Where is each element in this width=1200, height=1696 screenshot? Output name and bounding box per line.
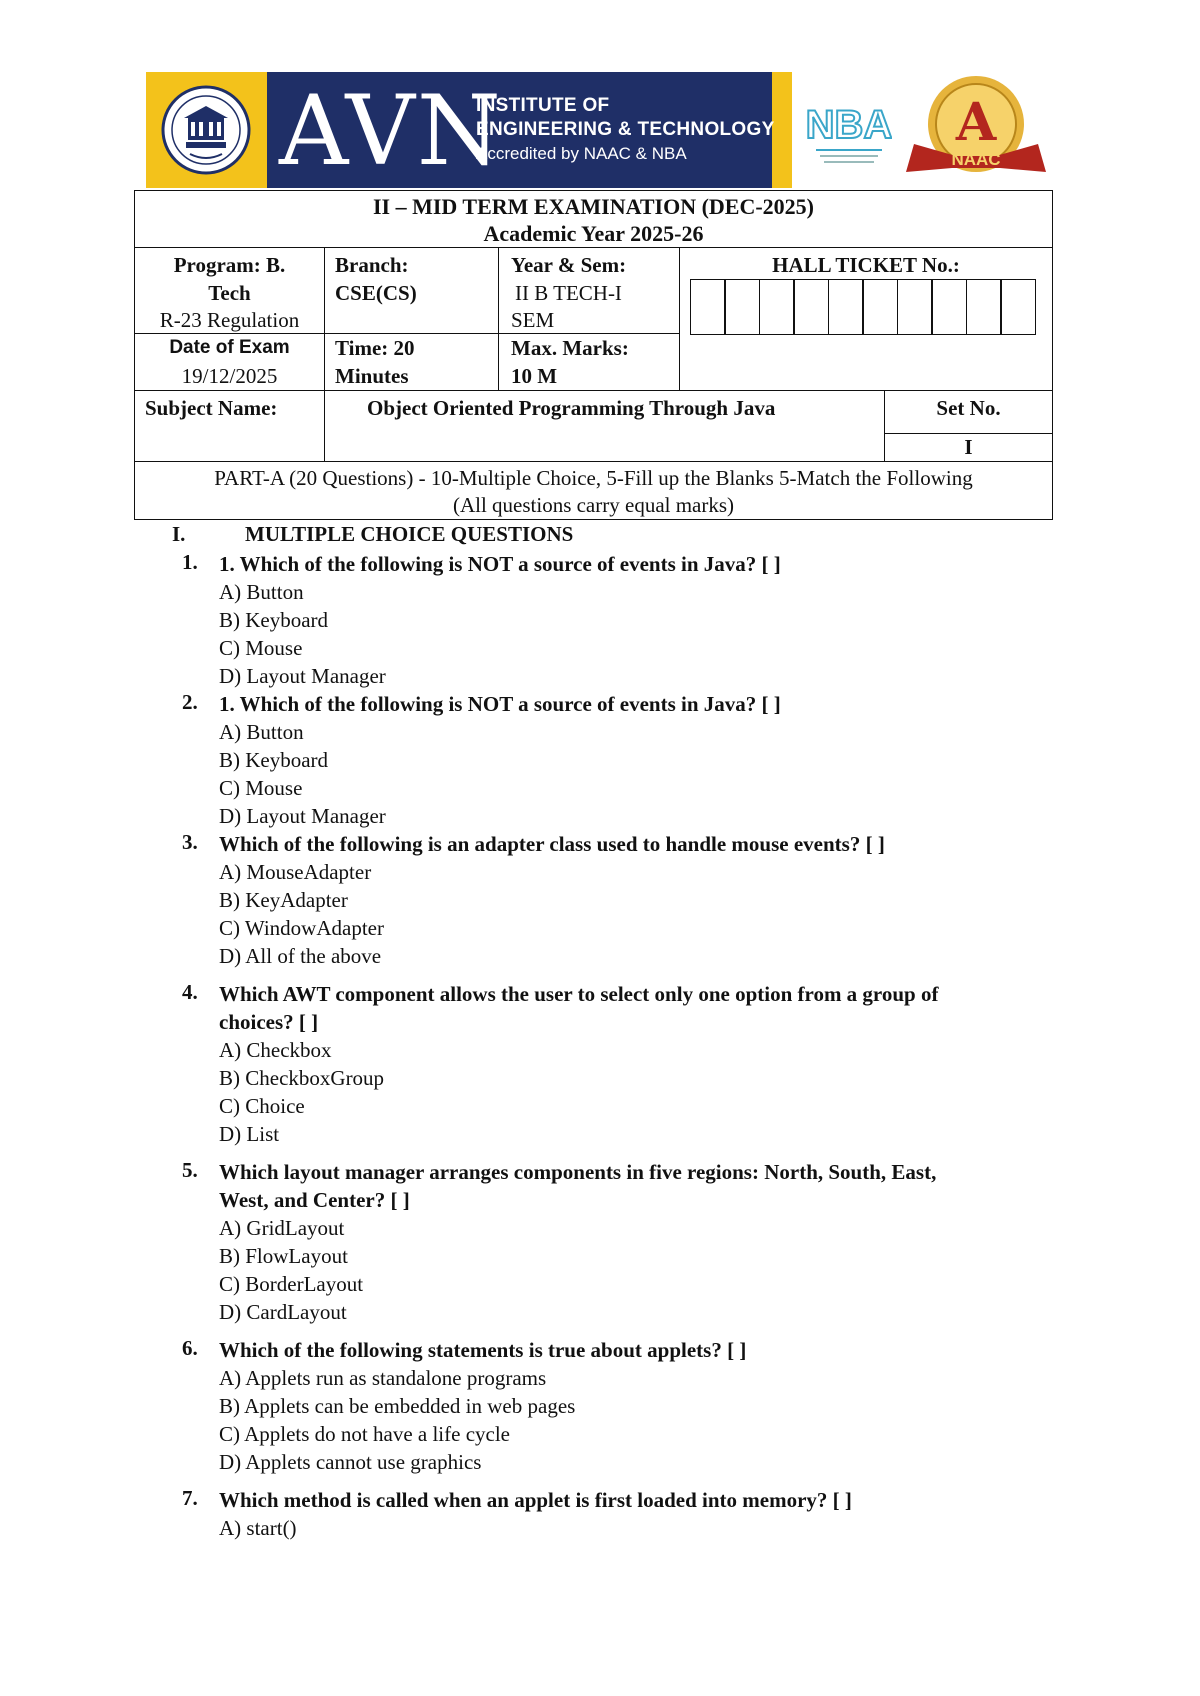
set-label-cell: [884, 390, 1053, 434]
set-label: Set No.: [936, 396, 1001, 420]
hall-ticket-digit-box[interactable]: [1000, 279, 1036, 335]
question-text: Which of the following statements is true about applets? [ ]: [219, 1338, 747, 1362]
exam-title-cell: [134, 190, 1053, 248]
answer-option: A) MouseAdapter: [219, 860, 372, 884]
program-label: Program: B.: [173, 253, 286, 277]
date-cell: [134, 333, 325, 391]
exam-title: II – MID TERM EXAMINATION (DEC-2025): [372, 194, 815, 219]
question-item: [182, 1486, 1082, 1542]
branch-cell: [324, 247, 499, 334]
hall-ticket-digit-box[interactable]: [690, 279, 726, 335]
banner-right-stripe: [772, 72, 792, 188]
question-text: Which method is called when an applet is first loaded into memory? [ ]: [219, 1488, 852, 1512]
branch-label: Branch:: [335, 253, 409, 277]
answer-option: A) Button: [219, 580, 304, 604]
answer-option: B) Keyboard: [219, 748, 329, 772]
institute-crest-icon: [160, 84, 252, 176]
program-label-2: Tech: [208, 281, 251, 305]
answer-option: B) KeyAdapter: [219, 888, 348, 912]
answer-option: C) Mouse: [219, 776, 303, 800]
answer-option: A) GridLayout: [219, 1216, 345, 1240]
answer-option: D) Applets cannot use graphics: [219, 1450, 482, 1474]
answer-option: D) All of the above: [219, 944, 382, 968]
marks-label: Max. Marks:: [511, 336, 629, 360]
date-value: 19/12/2025: [181, 364, 278, 388]
question-text: 1. Which of the following is NOT a source of events in Java? [ ]: [219, 552, 781, 576]
time-label: Time: 20: [335, 336, 415, 360]
year-sem-label: Year & Sem:: [511, 253, 627, 277]
marks-cell: [498, 333, 680, 391]
institute-line-1: INSTITUTE OF: [476, 95, 610, 116]
avn-logo-text: AVN: [279, 75, 503, 187]
hall-ticket-digit-box[interactable]: [931, 279, 967, 335]
answer-option: B) FlowLayout: [219, 1244, 348, 1268]
section-title: MULTIPLE CHOICE QUESTIONS: [245, 522, 574, 546]
hall-ticket-boxes: [691, 279, 1036, 335]
part-info-line-1: PART-A (20 Questions) - 10-Multiple Choice, 5-Fill up the Blanks 5-Match the Following: [214, 466, 973, 490]
answer-option: A) Checkbox: [219, 1038, 332, 1062]
date-label: Date of Exam: [169, 337, 290, 358]
institute-line-2: ENGINEERING & TECHNOLOGY: [476, 119, 775, 140]
time-cell: [324, 333, 499, 391]
question-number: 5.: [182, 1158, 198, 1182]
part-info-cell: [134, 461, 1053, 520]
question-number: 7.: [182, 1486, 198, 1510]
year-sem-value-2: SEM: [511, 308, 555, 332]
institute-name: [476, 94, 775, 166]
answer-option: C) Mouse: [219, 636, 303, 660]
question-text: Which of the following is an adapter class used to handle mouse events? [ ]: [219, 832, 885, 856]
answer-option: C) BorderLayout: [219, 1272, 364, 1296]
question-number: 6.: [182, 1336, 198, 1360]
section-number: I.: [172, 522, 186, 546]
answer-option: B) CheckboxGroup: [219, 1066, 385, 1090]
question-item: [182, 1158, 1082, 1326]
year-sem-cell: [498, 247, 680, 334]
answer-option: A) Applets run as standalone programs: [219, 1366, 547, 1390]
question-text: Which layout manager arranges components in five regions: North, South, East,: [219, 1160, 937, 1184]
question-item: [182, 550, 1082, 690]
section-heading: [172, 522, 573, 547]
subject-label-cell: [134, 390, 325, 462]
question-number: 2.: [182, 690, 198, 714]
answer-option: C) Applets do not have a life cycle: [219, 1422, 510, 1446]
naac-text: NAAC: [951, 150, 1001, 169]
question-number: 3.: [182, 830, 198, 854]
answer-option: C) WindowAdapter: [219, 916, 384, 940]
hall-ticket-digit-box[interactable]: [862, 279, 898, 335]
question-text-continued: choices? [ ]: [219, 1010, 319, 1034]
hall-ticket-digit-box[interactable]: [793, 279, 829, 335]
nba-logo-text: NBA: [806, 103, 892, 147]
question-item: [182, 1336, 1082, 1476]
question-text: Which AWT component allows the user to select only one option from a group of: [219, 982, 939, 1006]
hall-ticket-digit-box[interactable]: [966, 279, 1002, 335]
naac-grade: A: [955, 92, 997, 153]
program-cell: [134, 247, 325, 334]
question-number: 4.: [182, 980, 198, 1004]
question-item: [182, 830, 1082, 970]
hall-ticket-digit-box[interactable]: [759, 279, 795, 335]
academic-year: Academic Year 2025-26: [483, 221, 704, 246]
question-text: 1. Which of the following is NOT a source of events in Java? [ ]: [219, 692, 781, 716]
institute-line-3: Accredited by NAAC & NBA: [476, 144, 687, 163]
branch-value: CSE(CS): [335, 281, 417, 305]
hall-ticket-label: HALL TICKET No.:: [772, 253, 960, 277]
hall-ticket-digit-box[interactable]: [724, 279, 760, 335]
marks-value: 10 M: [511, 364, 558, 388]
answer-option: D) Layout Manager: [219, 804, 386, 828]
question-item: [182, 690, 1082, 830]
answer-option: A) Button: [219, 720, 304, 744]
part-info-line-2: (All questions carry equal marks): [452, 493, 735, 517]
answer-option: A) start(): [219, 1516, 297, 1540]
question-text-continued: West, and Center? [ ]: [219, 1188, 410, 1212]
answer-option: B) Keyboard: [219, 608, 329, 632]
time-value: Minutes: [335, 364, 409, 388]
nba-logo-icon: [806, 92, 892, 170]
answer-option: D) List: [219, 1122, 280, 1146]
answer-option: D) CardLayout: [219, 1300, 347, 1324]
set-value-cell: [884, 433, 1053, 462]
hall-ticket-digit-box[interactable]: [828, 279, 864, 335]
answer-option: C) Choice: [219, 1094, 305, 1118]
subject-value-cell: [324, 390, 885, 462]
answer-option: B) Applets can be embedded in web pages: [219, 1394, 576, 1418]
year-sem-value-1: II B TECH-I: [515, 281, 622, 305]
subject-label: Subject Name:: [145, 396, 278, 420]
hall-ticket-digit-box[interactable]: [897, 279, 933, 335]
question-number: 1.: [182, 550, 198, 574]
naac-seal-icon: [896, 72, 1056, 188]
question-item: [182, 980, 1082, 1148]
institute-banner: [146, 72, 1056, 188]
set-value: I: [964, 435, 973, 459]
answer-option: D) Layout Manager: [219, 664, 386, 688]
regulation: R-23 Regulation: [159, 308, 300, 332]
subject-value: Object Oriented Programming Through Java: [367, 396, 776, 420]
